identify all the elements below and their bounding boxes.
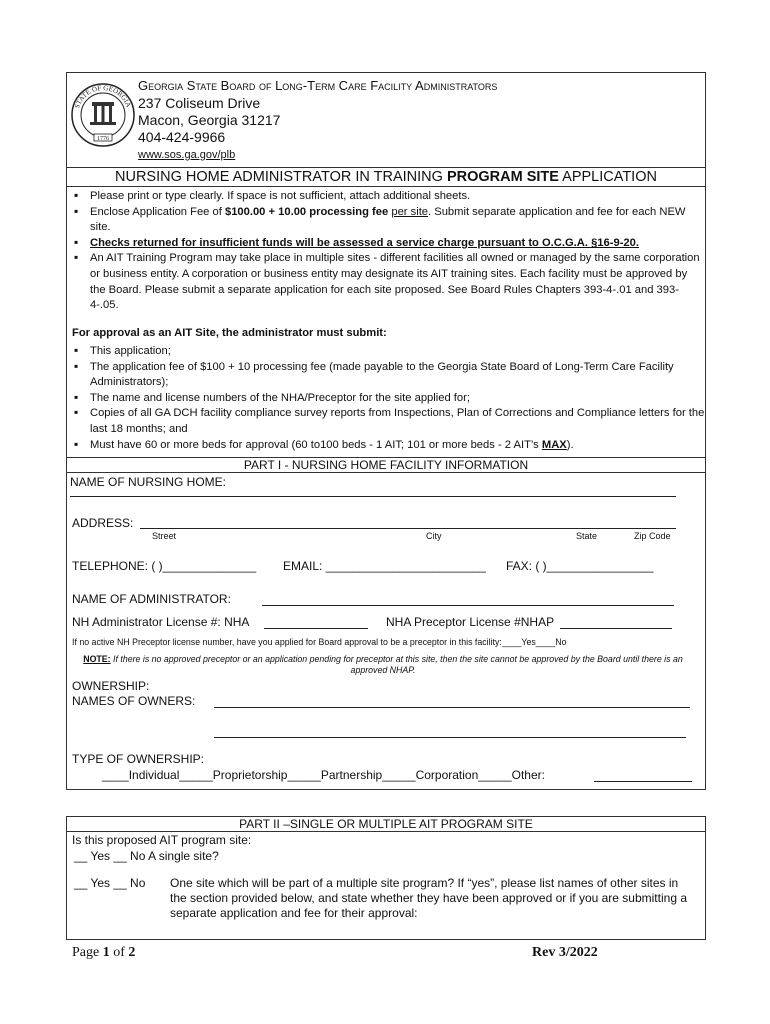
board-name: Georgia State Board of Long-Term Care Facility Administrators (138, 78, 498, 93)
owners-field-1[interactable] (214, 707, 690, 708)
instruction-print: ▪ Please print or type clearly. If space is not sufficient, attach additional sheets. (72, 189, 702, 205)
approval-item: ▪ This application; (72, 344, 706, 360)
instruction-multisite: ▪ An AIT Training Program may take place in multiple sites - different facilities all owned or managed by the same corporation or business entity. A corporation or business entity may designate its AIT training sites. Each facility must be approved by the Board. Please submit a separate application for each site proposed. See Board Rules Chapters 393-4-.01 and 393-4-.05. (72, 251, 702, 313)
multi-site-text: One site which will be part of a multiple site program? If “yes”, please list names of other sites in the section provided below, and state whether they have been approved or if you are submitting a separate application and fee for their approval: (170, 876, 687, 920)
ownership-type-options[interactable]: ____Individual_____Proprietorship_____Partnership_____Corporation_____Other: (102, 768, 545, 782)
title-part1: NURSING HOME ADMINISTRATOR IN TRAINING (115, 169, 447, 185)
instruction-fee: ▪ Enclose Application Fee of $100.00 + 10.00 processing fee per site. Submit separate application and fee for each NEW site. (72, 205, 702, 236)
administrator-field[interactable] (262, 605, 674, 606)
email-field[interactable]: EMAIL: ________________________ (283, 559, 486, 573)
approval-list (72, 344, 706, 453)
title-bold: PROGRAM SITE (446, 169, 559, 185)
board-street: 237 Coliseum Drive (138, 95, 261, 111)
ownership-other-field[interactable] (594, 781, 692, 782)
nursing-home-name-field[interactable] (70, 496, 676, 497)
address-street-caption: Street (152, 531, 177, 541)
address-state-caption: State (576, 531, 598, 541)
address-zip-caption: Zip Code (634, 531, 671, 541)
preceptor-question[interactable]: If no active NH Preceptor license number, have you applied for Board approval to be a preceptor in this facility:____Yes____No (72, 637, 567, 647)
multi-site-option[interactable]: __ Yes __ No (74, 876, 146, 890)
nursing-home-name-label: NAME OF NURSING HOME: (70, 475, 227, 489)
ownership-label: OWNERSHIP: (72, 679, 150, 693)
part2-heading: PART II –SINGLE OR MULTIPLE AIT PROGRAM SITE (66, 816, 706, 832)
approval-item: ▪ The application fee of $100 + 10 processing fee (made payable to the Georgia State Board of Long-Term Care Facility Administrators); (72, 360, 706, 391)
owners-field-2[interactable] (214, 737, 686, 738)
administrator-label: NAME OF ADMINISTRATOR: (72, 592, 231, 606)
page-number: Page 1 of 2 (72, 945, 136, 960)
revision-date: Rev 3/2022 (532, 945, 598, 960)
address-field[interactable] (140, 528, 676, 529)
nha-license-label: NH Administrator License #: NHA (72, 615, 250, 629)
address-label: ADDRESS: (72, 516, 134, 530)
preceptor-note: NOTE: If there is no approved preceptor or an application pending for preceptor at this site, then the site cannot be approved by the Board until there is an approved NHAP. (83, 654, 683, 675)
preceptor-license-field[interactable] (560, 628, 672, 629)
address-city-caption: City (426, 531, 442, 541)
georgia-seal-icon (70, 82, 136, 148)
part2-question: Is this proposed AIT program site: (72, 833, 252, 847)
instructions-list (72, 189, 702, 314)
title-part2: APPLICATION (558, 169, 657, 185)
approval-heading: For approval as an AIT Site, the administrator must submit: (72, 327, 387, 339)
seal-year: 1776 (97, 136, 109, 142)
approval-item: ▪ The name and license numbers of the NHA/Preceptor for the site applied for; (72, 391, 706, 407)
owners-label: NAMES OF OWNERS: (72, 694, 196, 708)
part1-heading: PART I - NURSING HOME FACILITY INFORMATION (66, 457, 706, 473)
approval-beds: ▪ Must have 60 or more beds for approval (60 to100 beds - 1 AIT; 101 or more beds - 2 AIT’s MAX). (72, 438, 706, 454)
board-phone: 404-424-9966 (138, 129, 226, 145)
svg-text:STATE OF GEORGIA: STATE OF GEORGIA (73, 83, 133, 110)
board-website[interactable]: www.sos.ga.gov/plb (138, 149, 236, 161)
single-site-option[interactable]: __ Yes __ No A single site? (74, 849, 219, 863)
form-title (66, 167, 706, 187)
board-city-state: Macon, Georgia 31217 (138, 112, 281, 128)
telephone-field[interactable]: TELEPHONE: ( )______________ (72, 559, 257, 573)
preceptor-license-label: NHA Preceptor License #NHAP (386, 615, 555, 629)
nha-license-field[interactable] (264, 628, 368, 629)
approval-item: ▪ Copies of all GA DCH facility compliance survey reports from Inspections, Plan of Corrections and Compliance letters for the last 18 months; and (72, 406, 706, 437)
ownership-type-label: TYPE OF OWNERSHIP: (72, 752, 205, 766)
fax-field[interactable]: FAX: ( )________________ (506, 559, 654, 573)
instruction-checks: ▪ Checks returned for insufficient funds will be assessed a service charge pursuant to O.C.G.A. §16-9-20. (72, 236, 702, 252)
